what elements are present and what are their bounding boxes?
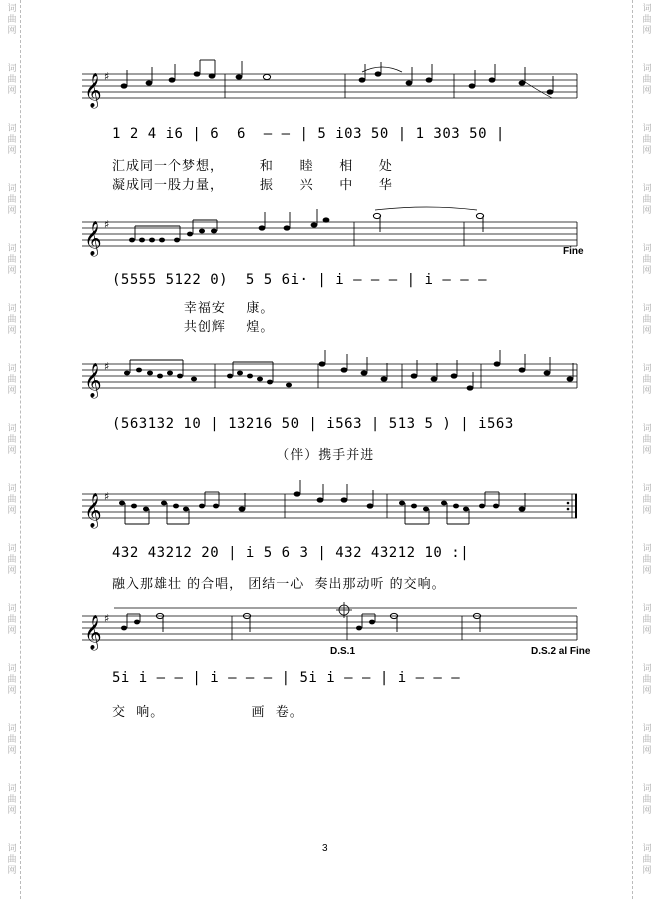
watermark-char: 曲 [642, 315, 652, 325]
svg-text:♯: ♯ [104, 612, 110, 625]
watermark-char: 网 [7, 26, 17, 36]
watermark-char: 网 [7, 686, 17, 696]
watermark-char: 曲 [7, 555, 17, 565]
watermark-char: 网 [642, 386, 652, 396]
watermark-char: 网 [7, 566, 17, 576]
watermark-char: 曲 [642, 15, 652, 25]
watermark-char: 词 [7, 424, 17, 434]
watermark-char: 词 [7, 364, 17, 374]
ds1-mark: D.S.1 [330, 646, 356, 657]
staff-row-1 [82, 70, 577, 116]
watermark-char: 曲 [7, 615, 17, 625]
watermark-char: 词 [642, 844, 652, 854]
svg-text:♯: ♯ [104, 360, 110, 373]
watermark-glyph-stack [641, 604, 653, 637]
watermark-char: 曲 [7, 855, 17, 865]
watermark-char: 词 [642, 4, 652, 14]
watermark-char: 网 [7, 746, 17, 756]
watermark-char: 词 [7, 724, 17, 734]
jianpu-row-4: 432 43212 20 | i 5 6 3 | 432 43212 10 :| [112, 545, 470, 561]
staff-lines [82, 360, 577, 406]
watermark-char: 网 [642, 626, 652, 636]
watermark-char: 词 [642, 784, 652, 794]
watermark-glyph-stack [6, 424, 18, 457]
watermark-glyph-stack [6, 244, 18, 277]
watermark-char: 曲 [7, 135, 17, 145]
svg-text:𝄞: 𝄞 [84, 615, 102, 650]
watermark-char: 词 [642, 244, 652, 254]
svg-text:𝄞: 𝄞 [84, 221, 102, 256]
watermark-char: 曲 [7, 495, 17, 505]
watermark-glyph-stack [641, 724, 653, 757]
watermark-char: 词 [642, 184, 652, 194]
watermark-char: 曲 [7, 735, 17, 745]
lyric-row-2-verse-2: 共创辉 煌。 [112, 320, 275, 335]
watermark-glyph-stack [6, 784, 18, 817]
watermark-char: 词 [7, 124, 17, 134]
watermark-char: 网 [642, 686, 652, 696]
watermark-char: 词 [7, 64, 17, 74]
lyric-row-1-verse-1: 汇成同一个梦想， 和 睦 相 处 [112, 159, 393, 174]
watermark-glyph-stack [641, 484, 653, 517]
staff-row-4 [82, 490, 577, 536]
jianpu-row-2: (5555 5122 0) 5 5 6i· | i – – – | i – – – [112, 272, 488, 288]
watermark-char: 网 [642, 746, 652, 756]
watermark-glyph-stack [641, 364, 653, 397]
lyric-row-4: 融入那雄壮 的合唱， 团结一心 奏出那动听 的交响。 [112, 577, 446, 592]
watermark-char: 词 [642, 544, 652, 554]
staff-lines [82, 218, 577, 264]
watermark-char: 网 [642, 206, 652, 216]
watermark-char: 曲 [642, 795, 652, 805]
watermark-char: 词 [7, 604, 17, 614]
svg-text:♯: ♯ [104, 218, 110, 231]
staff-lines [82, 490, 577, 536]
watermark-char: 网 [7, 626, 17, 636]
watermark-char: 词 [642, 364, 652, 374]
staff-row-3 [82, 360, 577, 406]
watermark-glyph-stack [6, 544, 18, 577]
watermark-char: 网 [7, 326, 17, 336]
watermark-char: 词 [7, 544, 17, 554]
watermark-glyph-stack [6, 4, 18, 37]
watermark-glyph-stack [6, 64, 18, 97]
watermark-char: 曲 [7, 795, 17, 805]
watermark-char: 曲 [7, 435, 17, 445]
watermark-glyph-stack [641, 844, 653, 877]
watermark-char: 网 [642, 566, 652, 576]
watermark-char: 曲 [7, 675, 17, 685]
watermark-char: 网 [7, 506, 17, 516]
svg-text:𝄞: 𝄞 [84, 73, 102, 108]
right-margin-line [632, 0, 633, 899]
watermark-char: 曲 [7, 255, 17, 265]
watermark-char: 词 [7, 784, 17, 794]
watermark-glyph-stack [641, 664, 653, 697]
staff-lines [82, 70, 577, 116]
watermark-char: 曲 [642, 375, 652, 385]
watermark-char: 词 [7, 304, 17, 314]
watermark-char: 网 [7, 86, 17, 96]
svg-text:𝄞: 𝄞 [84, 363, 102, 398]
watermark-char: 曲 [642, 195, 652, 205]
watermark-char: 词 [7, 664, 17, 674]
watermark-char: 词 [642, 424, 652, 434]
watermark-char: 曲 [642, 435, 652, 445]
watermark-char: 网 [642, 86, 652, 96]
jianpu-row-3: (563132 10 | 13216 50 | i563 | 513 5 ) | i563 [112, 416, 514, 432]
watermark-char: 曲 [7, 315, 17, 325]
watermark-glyph-stack [6, 304, 18, 337]
watermark-glyph-stack [6, 664, 18, 697]
svg-text:𝄞: 𝄞 [84, 493, 102, 528]
watermark-char: 词 [642, 304, 652, 314]
watermark-char: 曲 [7, 375, 17, 385]
watermark-glyph-stack [641, 184, 653, 217]
watermark-char: 网 [7, 446, 17, 456]
watermark-char: 词 [642, 664, 652, 674]
watermark-char: 网 [642, 326, 652, 336]
watermark-char: 曲 [7, 75, 17, 85]
watermark-char: 曲 [642, 615, 652, 625]
watermark-glyph-stack [6, 124, 18, 157]
lyric-row-5: 交 响。 画 卷。 [112, 705, 304, 720]
watermark-glyph-stack [641, 64, 653, 97]
jianpu-row-5: 5i i – – | i – – – | 5i i – – | i – – – [112, 670, 461, 686]
watermark-char: 网 [642, 146, 652, 156]
watermark-char: 曲 [642, 495, 652, 505]
watermark-char: 网 [642, 26, 652, 36]
jianpu-row-1: 1 2 4 i6 | 6 6 – – | 5 i03 50 | 1 303 50 | [112, 126, 505, 142]
watermark-glyph-stack [6, 184, 18, 217]
watermark-glyph-stack [641, 544, 653, 577]
watermark-char: 曲 [642, 555, 652, 565]
watermark-glyph-stack [641, 424, 653, 457]
watermark-char: 曲 [642, 855, 652, 865]
watermark-char: 曲 [642, 675, 652, 685]
left-margin-line [20, 0, 21, 899]
watermark-glyph-stack [6, 844, 18, 877]
watermark-char: 网 [7, 266, 17, 276]
watermark-char: 词 [642, 484, 652, 494]
watermark-char: 词 [7, 844, 17, 854]
watermark-char: 词 [7, 4, 17, 14]
watermark-char: 曲 [642, 75, 652, 85]
lyric-row-1-verse-2: 凝成同一股力量， 振 兴 中 华 [112, 178, 393, 193]
watermark-char: 网 [7, 146, 17, 156]
watermark-char: 网 [642, 866, 652, 876]
watermark-char: 曲 [7, 15, 17, 25]
watermark-char: 词 [642, 64, 652, 74]
watermark-char: 曲 [642, 735, 652, 745]
watermark-char: 词 [7, 244, 17, 254]
watermark-glyph-stack [641, 304, 653, 337]
ds2-al-fine-mark: D.S.2 al Fine [531, 646, 591, 657]
watermark-glyph-stack [6, 364, 18, 397]
page-number: 3 [322, 843, 328, 854]
watermark-char: 网 [642, 506, 652, 516]
watermark-char: 网 [7, 806, 17, 816]
watermark-glyph-stack [641, 4, 653, 37]
watermark-glyph-stack [641, 244, 653, 277]
watermark-char: 词 [642, 124, 652, 134]
watermark-char: 曲 [7, 195, 17, 205]
watermark-char: 网 [642, 446, 652, 456]
watermark-char: 网 [7, 866, 17, 876]
watermark-glyph-stack [641, 124, 653, 157]
watermark-char: 网 [7, 386, 17, 396]
watermark-glyph-stack [641, 784, 653, 817]
watermark-char: 词 [7, 484, 17, 494]
watermark-char: 词 [7, 184, 17, 194]
watermark-char: 曲 [642, 135, 652, 145]
watermark-char: 曲 [642, 255, 652, 265]
lyric-row-3: （伴）携手并进 [112, 448, 375, 463]
staff-row-2 [82, 218, 577, 264]
watermark-char: 网 [642, 806, 652, 816]
watermark-char: 网 [642, 266, 652, 276]
watermark-glyph-stack [6, 484, 18, 517]
svg-text:♯: ♯ [104, 70, 110, 83]
watermark-char: 网 [7, 206, 17, 216]
lyric-row-2-verse-1: 幸福安 康。 [112, 301, 275, 316]
svg-text:♯: ♯ [104, 490, 110, 503]
watermark-char: 词 [642, 604, 652, 614]
watermark-glyph-stack [6, 724, 18, 757]
watermark-char: 词 [642, 724, 652, 734]
fine-mark: Fine [563, 246, 584, 257]
watermark-glyph-stack [6, 604, 18, 637]
